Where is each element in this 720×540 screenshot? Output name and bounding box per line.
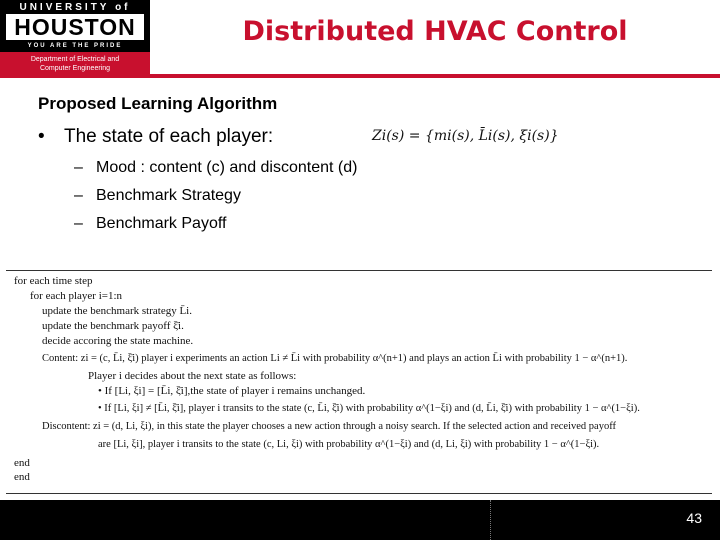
algo-line: for each player i=1:n: [30, 290, 123, 302]
sub-item-mood: [74, 159, 357, 177]
bullet-marker: •: [38, 126, 45, 147]
algo-line: end: [14, 457, 30, 469]
slide-footer: [0, 500, 720, 540]
algo-line: are [Li, ξi], player i transits to the state (c, Li, ξi) with probability α^(1−ξi) and (d, Li, ξi) with probability 1 − α^(1−ξi).: [98, 439, 600, 450]
bullet-state: [38, 126, 273, 148]
algo-line: decide accoring the state machine.: [42, 335, 194, 347]
logo-university-text: UNIVERSITY of: [19, 2, 131, 13]
algo-line: Player i decides about the next state as follows:: [88, 370, 297, 382]
algo-line: • If [Li, ξi] ≠ [L̄i, ξ̄i], player i transits to the state (c, L̄i, ξ̄i) with probability α^(1−ξi) and (d, L̄i, ξ̄i) with probability 1 − α^(1−ξi).: [98, 403, 640, 414]
department-label: [0, 55, 150, 73]
sub-item-marker: –: [74, 159, 83, 176]
sub-item-marker: –: [74, 215, 83, 232]
slide-title: Distributed HVAC Control: [242, 16, 628, 47]
sub-item-marker: –: [74, 187, 83, 204]
logo-tagline: YOU ARE THE PRIDE: [27, 43, 123, 49]
algo-line: update the benchmark strategy L̄i.: [42, 305, 192, 317]
algo-line: update the benchmark payoff ξ̄i.: [42, 320, 184, 332]
state-formula: Zi(s) = {mi(s), L̄i(s), ξi(s)}: [372, 128, 559, 144]
algorithm-pseudocode: [6, 270, 712, 494]
section-heading: Proposed Learning Algorithm: [38, 94, 278, 113]
algo-line: for each time step: [14, 275, 93, 287]
algo-line-content: Content: zi = (c, L̄i, ξ̄i) player i experiments an action Li ≠ L̄i with probability α^(n+1) and plays an action L̄i with probability 1 − α^(n+1).: [42, 353, 628, 364]
sub-item-strategy: [74, 187, 241, 205]
algo-line: • If [Li, ξi] = [L̄i, ξ̄i],the state of player i remains unchanged.: [98, 385, 366, 397]
sub-item-text: Benchmark Payoff: [96, 215, 227, 232]
department-line-1: Department of Electrical and: [30, 56, 120, 63]
bullet-text: The state of each player:: [64, 126, 274, 147]
algo-line: end: [14, 471, 30, 483]
sub-item-text: Benchmark Strategy: [96, 187, 241, 204]
department-line-2: Computer Engineering: [39, 65, 111, 72]
page-number: 43: [686, 510, 702, 526]
logo-houston-text: HOUSTON: [6, 14, 144, 40]
sub-item-payoff: [74, 215, 226, 233]
algo-line-discontent: Discontent: zi = (d, Li, ξi), in this state the player chooses a new action through a noisy search. If the selected action and received payoff: [42, 421, 617, 432]
title-rule: [0, 74, 720, 78]
sub-item-text: Mood : content (c) and discontent (d): [96, 159, 358, 176]
footer-divider: [490, 500, 493, 540]
